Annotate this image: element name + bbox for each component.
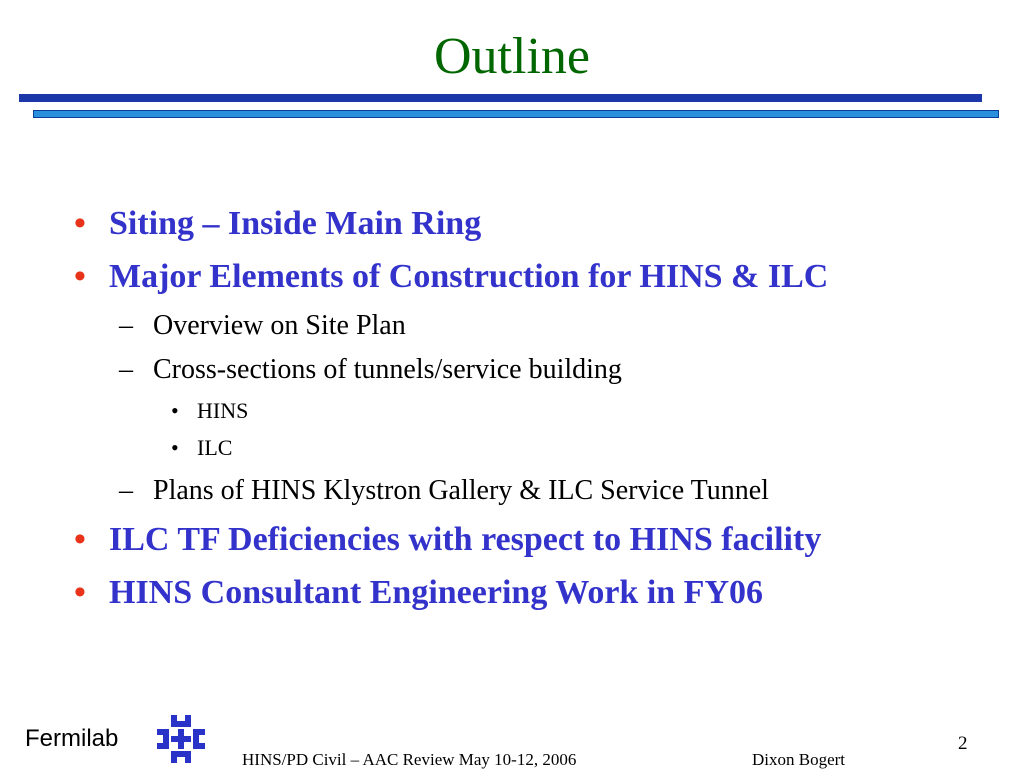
outline-subitem-text: Plans of HINS Klystron Gallery & ILC Service Tunnel	[153, 475, 769, 506]
slide-title: Outline	[434, 28, 590, 85]
fermilab-logo-text: Fermilab	[25, 725, 119, 752]
outline-subitem	[119, 475, 769, 507]
fermilab-logo-icon	[157, 715, 205, 763]
outline-item-text: Major Elements of Construction for HINS & ILC	[109, 258, 829, 295]
outline-subitem-text: Cross-sections of tunnels/service building	[153, 354, 622, 385]
bullet-marker: •	[171, 435, 179, 460]
outline-item	[74, 257, 829, 297]
dash-marker: –	[119, 475, 133, 506]
outline-item-text: HINS Consultant Engineering Work in FY06	[109, 574, 764, 611]
outline-subitem	[119, 310, 406, 342]
footer-author: Dixon Bogert	[752, 750, 846, 769]
bullet-marker: •	[74, 258, 86, 295]
outline-item	[74, 204, 482, 244]
outline-item	[74, 573, 764, 613]
outline-subitem	[119, 354, 622, 386]
outline-item	[74, 520, 822, 560]
bullet-marker: •	[171, 398, 179, 423]
outline-subsubitem	[171, 435, 233, 461]
bullet-marker: •	[74, 521, 86, 558]
footer-meeting: HINS/PD Civil – AAC Review May 10-12, 2006	[242, 750, 577, 769]
outline-item-text: Siting – Inside Main Ring	[109, 205, 482, 242]
dash-marker: –	[119, 354, 133, 385]
outline-subsubitem-text: HINS	[197, 398, 249, 423]
bullet-marker: •	[74, 205, 86, 242]
outline-subsubitem	[171, 398, 249, 424]
outline-item-text: ILC TF Deficiencies with respect to HINS facility	[109, 521, 822, 558]
dash-marker: –	[119, 310, 133, 341]
page-number: 2	[958, 733, 968, 754]
outline-subitem-text: Overview on Site Plan	[153, 310, 406, 341]
bullet-marker: •	[74, 574, 86, 611]
outline-subsubitem-text: ILC	[197, 435, 233, 460]
